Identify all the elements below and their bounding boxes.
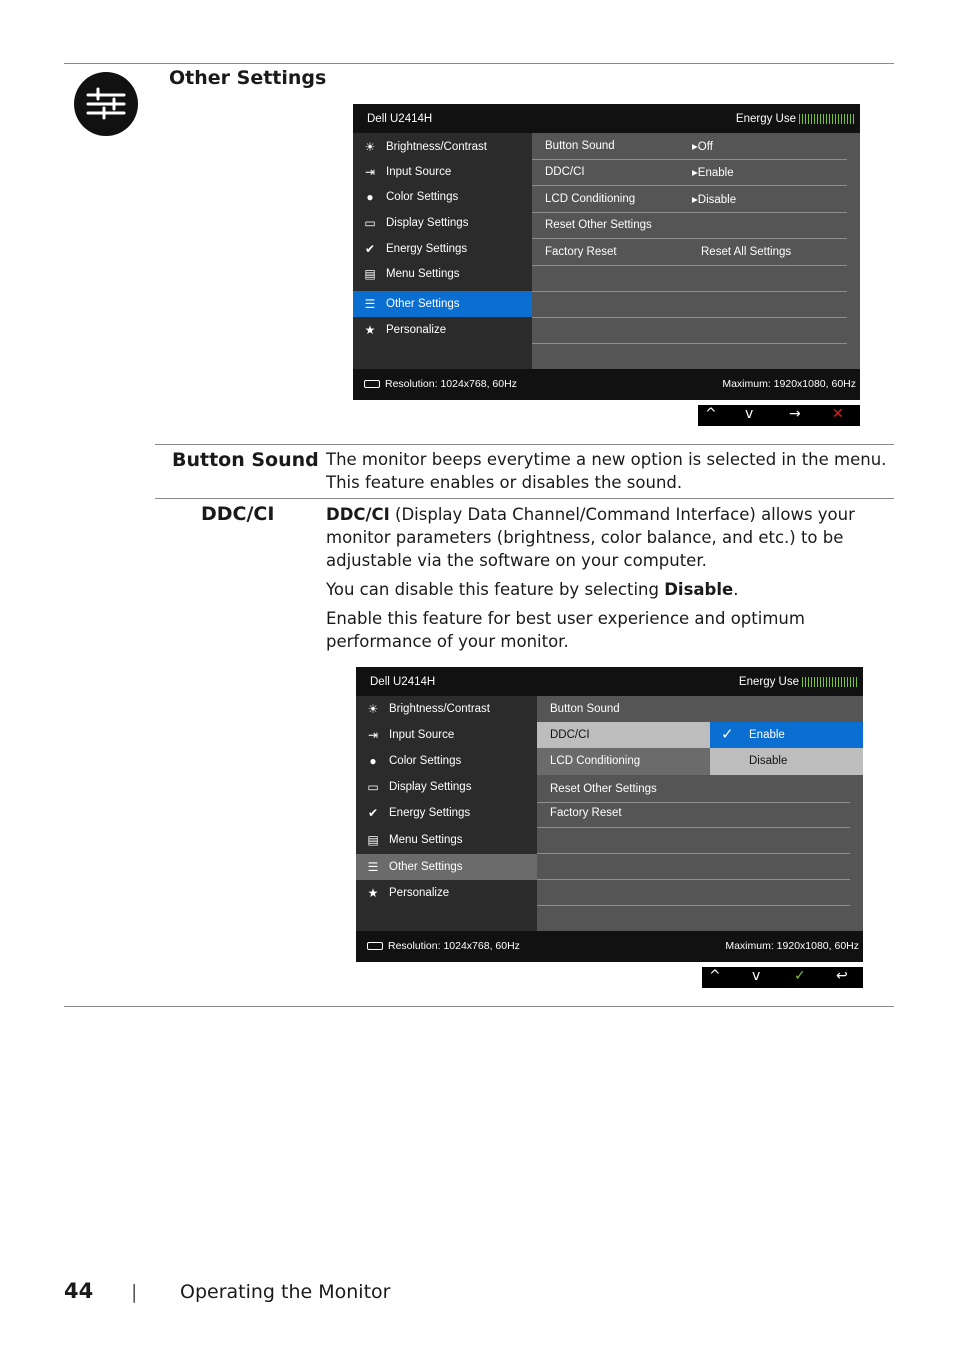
display-port-icon <box>364 380 380 388</box>
submenu-row-reset-other-settings[interactable]: Reset Other Settings <box>532 212 847 239</box>
energy-meter-icon <box>799 114 856 124</box>
page-number: 44 <box>64 1279 94 1303</box>
option-enable[interactable]: ✓ Enable <box>710 722 863 748</box>
arrow-right-icon: ▸ <box>692 194 698 206</box>
menu-item-energy-settings[interactable]: ✔ Energy Settings <box>356 800 535 826</box>
submenu-row-factory-reset[interactable]: Factory Reset Reset All Settings <box>532 239 847 266</box>
osd-energy-use <box>736 113 856 125</box>
osd-menu <box>353 133 532 369</box>
menu-item-other-settings[interactable]: ☰ Other Settings <box>356 854 537 880</box>
submenu-row-factory-reset[interactable]: Factory Reset <box>537 801 850 828</box>
osd-footer <box>353 369 860 400</box>
menu-settings-icon: ▤ <box>367 833 379 847</box>
color-settings-icon: ● <box>369 754 377 768</box>
submenu-row-reset-other-settings[interactable]: Reset Other Settings <box>537 776 850 803</box>
up-arrow-icon[interactable]: ^ <box>709 968 721 984</box>
submenu-row-button-sound[interactable]: Button Sound <box>550 703 620 715</box>
submenu-row-lcd-conditioning[interactable]: LCD Conditioning ▸Disable <box>532 186 847 213</box>
menu-item-color-settings[interactable]: ● Color Settings <box>356 748 535 774</box>
current-resolution: Resolution: 1024x768, 60Hz <box>388 940 520 952</box>
osd-screenshot-ddcci <box>356 667 863 962</box>
check-icon[interactable]: ✓ <box>794 968 806 984</box>
osd-model: Dell U2414H <box>367 113 433 125</box>
brightness-icon: ☀ <box>364 140 376 154</box>
input-source-icon: ⇥ <box>367 728 379 742</box>
osd-footer <box>356 931 863 962</box>
ddcci-paragraph-1: DDC/CI (Display Data Channel/Command Interface) allows your monitor parameters (brightness, color balance, and etc.) to be adjustable via the software on your computer. <box>326 505 855 570</box>
ddcci-label: DDC/CI <box>201 503 275 525</box>
maximum-resolution: Maximum: 1920x1080, 60Hz <box>725 940 859 952</box>
menu-item-menu-settings[interactable]: ▤ Menu Settings <box>356 827 535 853</box>
menu-item-brightness-contrast[interactable]: ☀ Brightness/Contrast <box>353 134 532 160</box>
osd-header <box>356 667 863 696</box>
color-settings-icon: ● <box>366 190 374 204</box>
menu-item-energy-settings[interactable]: ✔ Energy Settings <box>353 236 532 262</box>
submenu-row-empty <box>537 879 850 906</box>
other-settings-section-icon <box>74 72 138 136</box>
menu-settings-icon: ▤ <box>364 267 376 281</box>
bottom-rule <box>64 1006 894 1007</box>
energy-meter-icon <box>802 677 859 687</box>
osd-button-bar <box>698 405 860 426</box>
other-settings-icon: ☰ <box>367 860 379 874</box>
osd-submenu <box>532 133 860 369</box>
submenu-row-ddcci[interactable]: DDC/CI <box>537 722 710 748</box>
current-resolution: Resolution: 1024x768, 60Hz <box>385 378 517 390</box>
close-icon[interactable]: ✕ <box>832 406 844 422</box>
menu-item-other-settings[interactable]: ☰ Other Settings <box>353 291 532 317</box>
osd-header <box>353 104 860 133</box>
option-disable[interactable]: Disable <box>710 748 863 775</box>
submenu-row-empty <box>532 317 847 344</box>
display-port-icon <box>367 942 383 950</box>
menu-item-brightness-contrast[interactable]: ☀ Brightness/Contrast <box>356 696 535 722</box>
down-arrow-icon[interactable]: v <box>745 406 754 422</box>
rule-ddcci <box>155 498 894 499</box>
menu-item-display-settings[interactable]: ▭ Display Settings <box>353 210 532 236</box>
input-source-icon: ⇥ <box>364 165 376 179</box>
back-icon[interactable]: ↩ <box>836 968 848 984</box>
submenu-row-ddcci[interactable]: DDC/CI ▸Enable <box>532 159 847 186</box>
menu-item-display-settings[interactable]: ▭ Display Settings <box>356 774 535 800</box>
osd-model: Dell U2414H <box>370 676 436 688</box>
button-sound-description: The monitor beeps everytime a new option is selected in the menu. This feature enables or disables the sound. <box>326 450 887 492</box>
menu-item-input-source[interactable]: ⇥ Input Source <box>356 722 535 748</box>
ddcci-paragraph-2: You can disable this feature by selecting Disable. <box>326 580 739 599</box>
ddcci-paragraph-3: Enable this feature for best user experience and optimum performance of your monitor. <box>326 609 805 651</box>
maximum-resolution: Maximum: 1920x1080, 60Hz <box>722 378 856 390</box>
menu-item-personalize[interactable]: ★ Personalize <box>353 317 532 343</box>
footer-separator: | <box>131 1281 138 1303</box>
energy-settings-icon: ✔ <box>364 242 376 256</box>
menu-item-menu-settings[interactable]: ▤ Menu Settings <box>353 261 532 287</box>
right-arrow-icon[interactable]: → <box>789 406 801 422</box>
submenu-row-empty <box>532 291 847 318</box>
check-icon: ✓ <box>721 726 734 743</box>
display-settings-icon: ▭ <box>367 780 379 794</box>
display-settings-icon: ▭ <box>364 216 376 230</box>
menu-item-input-source[interactable]: ⇥ Input Source <box>353 159 532 185</box>
other-settings-icon: ☰ <box>364 297 376 311</box>
osd-submenu <box>537 696 863 931</box>
top-rule <box>64 63 894 64</box>
rule-button-sound <box>155 444 894 445</box>
submenu-row-empty <box>532 265 847 292</box>
arrow-right-icon: ▸ <box>692 141 698 153</box>
osd-button-bar <box>702 967 863 988</box>
personalize-icon: ★ <box>367 886 379 900</box>
submenu-row-empty <box>537 827 850 854</box>
submenu-row-empty <box>537 853 850 880</box>
submenu-row-lcd-conditioning[interactable]: LCD Conditioning <box>537 748 710 775</box>
osd-energy-use <box>739 676 859 688</box>
submenu-row-button-sound[interactable]: Button Sound ▸Off <box>532 133 847 160</box>
menu-item-personalize[interactable]: ★ Personalize <box>356 880 535 906</box>
energy-use-label: Energy Use <box>735 113 796 125</box>
section-title: Other Settings <box>169 67 327 89</box>
energy-settings-icon: ✔ <box>367 806 379 820</box>
personalize-icon: ★ <box>364 323 376 337</box>
osd-screenshot-main <box>353 104 860 400</box>
up-arrow-icon[interactable]: ^ <box>705 406 717 422</box>
osd-menu <box>356 696 537 931</box>
brightness-icon: ☀ <box>367 702 379 716</box>
button-sound-label: Button Sound <box>172 449 319 471</box>
chapter-title: Operating the Monitor <box>180 1281 391 1303</box>
down-arrow-icon[interactable]: v <box>752 968 761 984</box>
menu-item-color-settings[interactable]: ● Color Settings <box>353 184 532 210</box>
arrow-right-icon: ▸ <box>692 167 698 179</box>
energy-use-label: Energy Use <box>738 676 799 688</box>
